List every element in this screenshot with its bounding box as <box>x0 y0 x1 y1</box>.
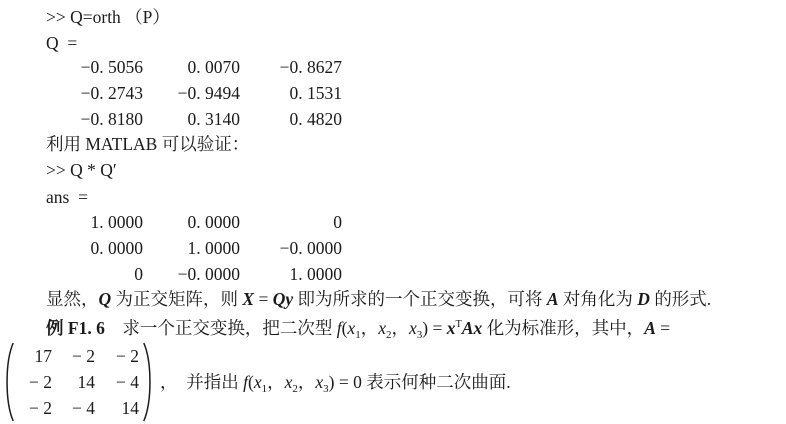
matlab-result-label-ans: ans = <box>46 187 88 207</box>
matrix-cell: − 2 <box>72 346 95 366</box>
text-segment: f <box>336 318 342 338</box>
text-segment: D <box>637 289 650 309</box>
matrix-cell: − 4 <box>116 372 139 392</box>
text-segment: 2 <box>385 329 392 341</box>
matrix-cell: 1. 0000 <box>90 212 143 232</box>
text-segment: x <box>315 372 324 392</box>
text-segment: = <box>254 289 273 309</box>
text-segment: ， <box>391 318 409 338</box>
matrix-cell: −0. 9494 <box>177 83 240 103</box>
text-segment: X <box>242 289 255 309</box>
matrix-cell: 0 <box>333 212 342 232</box>
matrix-row <box>46 106 342 132</box>
text-segment: 1 <box>355 329 361 341</box>
matrix-cell: − 2 <box>29 372 52 392</box>
text-segment: 化为标准形，其中， <box>482 318 645 338</box>
matrix-row <box>46 209 342 235</box>
matrix-cell: −0. 8180 <box>80 109 143 129</box>
text-segment: ， <box>297 372 316 392</box>
text-segment: ， 并指出 <box>160 372 244 392</box>
matrix-row <box>18 395 139 421</box>
text-segment: x <box>284 372 293 392</box>
text-segment: ， <box>267 372 285 392</box>
matrix-cell: 17 <box>34 346 52 366</box>
matrix-cell: −0. 5056 <box>80 57 143 77</box>
text-segment: T <box>455 319 462 330</box>
text-segment: x <box>408 318 417 338</box>
matrix-ans-output <box>46 209 342 287</box>
text-segment: x <box>347 318 356 338</box>
matlab-command-qq: >> Q * Q′ <box>46 160 117 180</box>
matrix-cell: 0. 1531 <box>289 83 342 103</box>
matrix-a-values <box>15 343 142 421</box>
text-segment: 例 F1. 6 <box>46 318 105 338</box>
text-segment: 求一个正交变换，把二次型 <box>104 318 337 338</box>
text-segment: Qy <box>272 289 294 309</box>
example-matrix-a <box>2 342 511 422</box>
text-segment: ( <box>248 372 254 392</box>
matrix-cell: 0 <box>134 264 143 284</box>
text-segment: ) = 0 表示何种二次曲面. <box>328 372 511 392</box>
right-parenthesis <box>142 342 155 422</box>
matrix-row <box>46 54 342 80</box>
matrix-cell: 0. 3140 <box>187 109 240 129</box>
text-segment: 的形式. <box>649 289 712 309</box>
matrix-row <box>18 369 139 395</box>
text-segment: 显然， <box>46 289 99 309</box>
text-segment: ( <box>341 318 348 338</box>
matrix-cell: 0. 0000 <box>187 212 240 232</box>
matrix-cell: − 2 <box>116 346 139 366</box>
matrix-cell: 14 <box>77 372 95 392</box>
text-segment: x <box>378 318 386 338</box>
text-segment: ) = <box>422 318 447 338</box>
left-parenthesis <box>2 342 15 422</box>
text-segment: f <box>243 372 248 392</box>
matrix-cell: 1. 0000 <box>187 238 240 258</box>
matrix-cell: −0. 8627 <box>279 57 342 77</box>
matrix-cell: 0. 4820 <box>289 109 342 129</box>
text-segment: x <box>446 318 456 338</box>
text-segment: 即为所求的一个正交变换，可将 <box>293 289 547 309</box>
matrix-row <box>46 261 342 287</box>
matrix-row <box>46 80 342 106</box>
text-segment: 3 <box>323 383 329 395</box>
matrix-row <box>46 235 342 261</box>
text-segment: A <box>546 289 559 309</box>
text-segment: 对角化为 <box>558 289 638 309</box>
text-segment: Q <box>98 289 112 309</box>
text-segment: 1 <box>261 383 268 395</box>
matrix-cell: −0. 2743 <box>80 83 143 103</box>
matrix-cell: − 4 <box>72 398 95 418</box>
matrix-q-output <box>46 54 342 132</box>
text-segment: 2 <box>292 383 298 395</box>
text-segment: A <box>644 318 656 338</box>
text-segment: x <box>253 372 262 392</box>
text-segment: 为正交矩阵，则 <box>111 289 243 309</box>
matrix-cell: 1. 0000 <box>289 264 342 284</box>
verify-sentence: 利用 MATLAB 可以验证： <box>46 134 250 154</box>
example-question-sentence <box>160 369 511 395</box>
matrix-cell: 0. 0070 <box>187 57 240 77</box>
matrix-cell: 0. 0000 <box>90 238 143 258</box>
conclusion-paragraph <box>46 288 711 310</box>
matlab-command-orth: >> Q=orth （P） <box>46 7 170 27</box>
matlab-result-label-q: Q = <box>46 33 78 53</box>
matrix-cell: 14 <box>121 398 139 418</box>
matrix-row <box>18 343 139 369</box>
matrix-cell: −0. 0000 <box>177 264 240 284</box>
matrix-cell: −0. 0000 <box>279 238 342 258</box>
text-segment: Ax <box>461 318 483 338</box>
text-segment: = <box>655 318 671 338</box>
text-segment: ， <box>360 318 379 338</box>
matrix-cell: − 2 <box>29 398 52 418</box>
text-segment: 3 <box>416 329 423 341</box>
